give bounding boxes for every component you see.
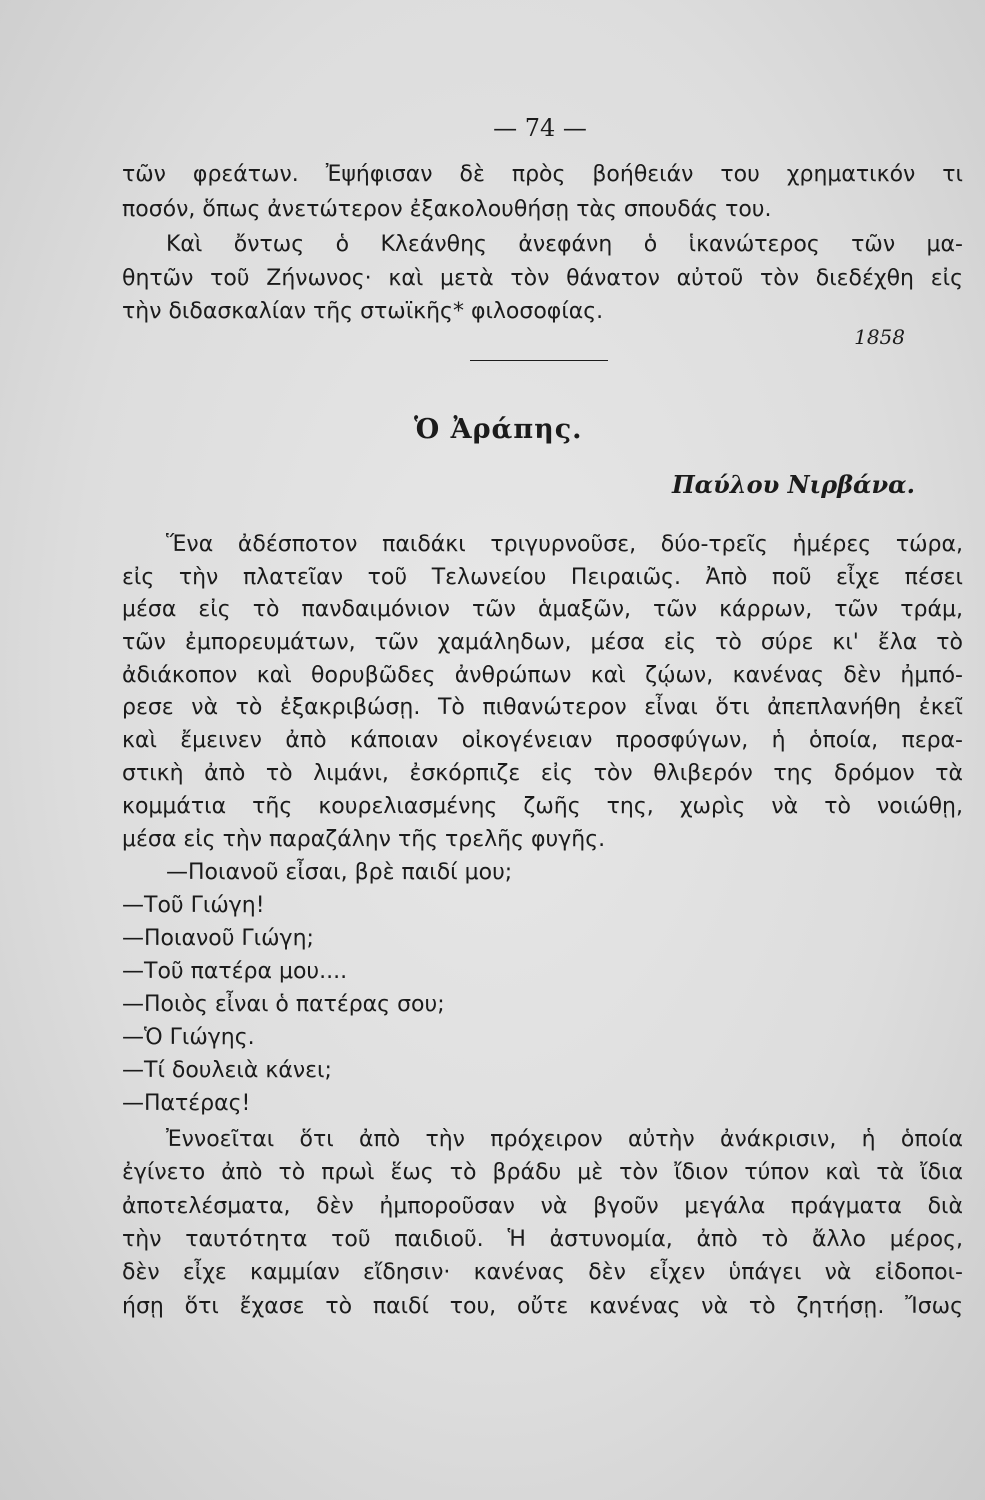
dialogue-line: —Ὁ Γιώγης. (122, 1025, 255, 1050)
paragraph-line: ἀποτελέσματα, δὲν ἠμποροῦσαν νὰ βγοῦν μεγάλα πράγματα διὰ (122, 1194, 963, 1219)
paragraph-line: στικὴ ἀπὸ τὸ λιμάνι, ἐσκόρπιζε εἰς τὸν θλιβερόν της δρόμον τὰ (122, 761, 963, 786)
preceding-text-line: θητῶν τοῦ Ζήνωνος· καὶ μετὰ τὸν θάνατον αὐτοῦ τὸν διεδέχθη εἰς (122, 266, 963, 291)
story-title: Ὁ Ἀράπης. (414, 414, 583, 445)
dialogue-line: —Τοῦ Γιώγη! (122, 893, 265, 918)
dialogue-line: —Τοῦ πατέρα μου.... (122, 959, 348, 984)
paragraph-line: μέσα εἰς τὸ πανδαιμόνιον τῶν ἁμαξῶν, τῶν κάρρων, τῶν τράμ, (122, 597, 963, 622)
date-signature: 1858 (854, 325, 905, 349)
section-divider (470, 360, 608, 361)
paragraph-line: δὲν εἶχε καμμίαν εἴδησιν· κανένας δὲν εἶχεν ὑπάγει νὰ εἰδοποι- (122, 1260, 963, 1285)
story-author: Παύλου Νιρβάνα. (671, 470, 915, 499)
dialogue-line: —Τί δουλειὰ κάνει; (122, 1058, 332, 1083)
dialogue-line: —Ποιὸς εἶναι ὁ πατέρας σου; (122, 992, 445, 1017)
paragraph-line: κομμάτια τῆς κουρελιασμένης ζωῆς της, χωρὶς νὰ τὸ νοιώθῃ, (122, 794, 963, 819)
dialogue-line: —Πατέρας! (122, 1091, 251, 1116)
paragraph-line: Ἕνα ἀδέσποτον παιδάκι τριγυρνοῦσε, δύο-τρεῖς ἡμέρες τώρα, (166, 532, 963, 557)
page-number: — 74 — (493, 114, 587, 142)
paragraph-line: ἀδιάκοπον καὶ θορυβῶδες ἀνθρώπων καὶ ζῴων, κανένας δὲν ἠμπό- (122, 663, 963, 688)
preceding-text-line: τῶν φρεάτων. Ἐψήφισαν δὲ πρὸς βοήθειάν του χρηματικόν τι (122, 162, 963, 187)
paragraph-line: μέσα εἰς τὴν παραζάλην τῆς τρελῆς φυγῆς. (122, 827, 606, 852)
preceding-text-line: ποσόν, ὅπως ἀνετώτερον ἐξακολουθήσῃ τὰς σπουδάς του. (122, 197, 772, 222)
preceding-text-line: Καὶ ὄντως ὁ Κλεάνθης ἀνεφάνη ὁ ἱκανώτερος τῶν μα- (166, 232, 963, 257)
paragraph-line: ρεσε νὰ τὸ ἐξακριβώσῃ. Τὸ πιθανώτερον εἶναι ὅτι ἀπεπλανήθη ἐκεῖ (122, 695, 963, 720)
paragraph-line: τῶν ἐμπορευμάτων, τῶν χαμάληδων, μέσα εἰς τὸ σύρε κι' ἔλα τὸ (122, 630, 963, 655)
paragraph-line: Ἐννοεῖται ὅτι ἀπὸ τὴν πρόχειρον αὐτὴν ἀνάκρισιν, ἡ ὁποία (166, 1127, 963, 1152)
paragraph-line: ἐγίνετο ἀπὸ τὸ πρωὶ ἕως τὸ βράδυ μὲ τὸν ἴδιον τύπον καὶ τὰ ἴδια (122, 1160, 963, 1185)
preceding-text-line: τὴν διδασκαλίαν τῆς στωϊκῆς* φιλοσοφίας. (122, 299, 604, 324)
paragraph-line: ήσῃ ὅτι ἔχασε τὸ παιδί του, οὔτε κανένας νὰ τὸ ζητήσῃ. Ἴσως (122, 1294, 963, 1319)
dialogue-line: —Ποιανοῦ εἶσαι, βρὲ παιδί μου; (166, 860, 513, 885)
paragraph-line: τὴν ταυτότητα τοῦ παιδιοῦ. Ἡ ἀστυνομία, ἀπὸ τὸ ἄλλο μέρος, (122, 1227, 963, 1252)
paragraph-line: καὶ ἔμεινεν ἀπὸ κάποιαν οἰκογένειαν προσφύγων, ἡ ὁποία, περα- (122, 728, 963, 753)
paragraph-line: εἰς τὴν πλατεῖαν τοῦ Τελωνείου Πειραιῶς. Ἀπὸ ποῦ εἶχε πέσει (122, 565, 963, 590)
dialogue-line: —Ποιανοῦ Γιώγη; (122, 926, 314, 951)
